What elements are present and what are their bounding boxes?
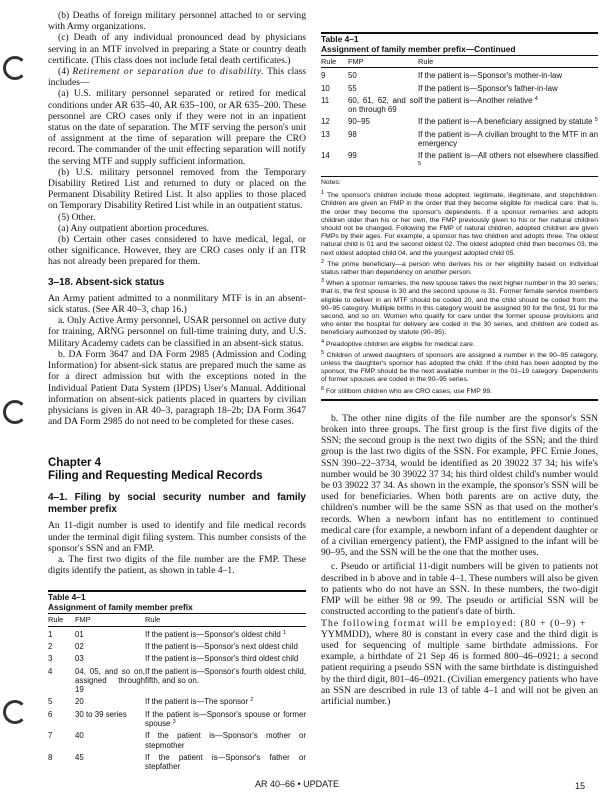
- description-text: If the patient is—Sponsor's father or stepfather: [145, 752, 306, 772]
- column-header: Rule: [321, 57, 337, 66]
- description-text: If the patient is—Sponsor's spouse or former spouse: [145, 709, 306, 728]
- description-cell: [145, 697, 306, 706]
- description-cell: [418, 117, 598, 126]
- chapter-number: Chapter 4: [48, 457, 102, 470]
- description-text: If the patient is—Sponsor's fourth oldest child, fifth, and so on.: [145, 666, 306, 685]
- paragraph: An Army patient admitted to a nonmilitary MTF is in an absent-sick status. (See AR 40–3, chap 16.): [48, 292, 306, 316]
- paragraph: (c) Death of any individual pronounced dead by physicians serving in an MTF involved in preparing a State or country death certificate. (This class does not include fetal death certificates.): [48, 32, 306, 66]
- fmp-cell: 04, 05, and so on, assigned through 19: [75, 666, 145, 695]
- footnote-text: Children of unwed daughters of sponsors are assigned a number in the 90–95 category, unless the daughter's sponsor has adopted the child. If the child has been adopted by the sponsor, the FMP should be the next available number in the 01–19 category. Dependents of former spouses are coded in the 90–95 series.: [321, 351, 598, 384]
- footnote: [321, 258, 599, 277]
- rule-cell: 4: [48, 666, 53, 676]
- column-header: FMP: [75, 615, 91, 625]
- rule-cell: 10: [321, 83, 330, 93]
- fmp-cell: 01: [75, 629, 84, 639]
- fmp-cell: 55: [348, 83, 357, 93]
- fmp-cell: 45: [75, 752, 84, 762]
- paragraph: (a) Any outpatient abortion procedures.: [58, 222, 210, 234]
- column-header: Rule: [145, 615, 161, 625]
- footnote-ref: 5: [418, 160, 422, 167]
- description-cell: [145, 667, 306, 695]
- table-row: [48, 654, 306, 663]
- table-row: [48, 642, 306, 651]
- fmp-cell: 90–95: [348, 117, 370, 127]
- rule-cell: 3: [48, 654, 53, 664]
- rule-cell: 5: [48, 697, 53, 707]
- table-body: [321, 71, 598, 170]
- table-row: [48, 630, 306, 639]
- paragraph: (b) Certain other cases considered to have medical, legal, or other significance. However, they are CRO cases only if an ITR has not already been prepared for them.: [48, 234, 306, 268]
- paragraph: a. Only Active Army personnel, USAR personnel on active duty for training, ARNG personnel on full-time training duty, and U.S. Military Academy cadets can be classified in an absent-sick status.: [48, 315, 306, 349]
- column-header: Rule: [48, 615, 64, 625]
- paragraph: [48, 66, 306, 88]
- table-row: [321, 117, 598, 126]
- footnote-number: 2: [321, 258, 325, 265]
- footnote-ref: 2: [250, 697, 254, 704]
- section-heading: 3–18. Absent-sick status: [48, 276, 165, 288]
- fmp-cell: 99: [348, 151, 357, 161]
- rule-cell: 6: [48, 709, 53, 719]
- notes-label: Notes:: [321, 178, 341, 186]
- paragraph: (b) U.S. military personnel removed from the Temporary Disability Retired List and returned to duty or placed on the Permanent Disability Retired List. It also applies to those placed on Temporary Disability Retired List while in an outpatient status.: [48, 166, 306, 212]
- description-text: If the patient is—Sponsor's oldest child: [145, 629, 281, 639]
- table-header: [321, 55, 598, 68]
- fmp-cell: 40: [75, 731, 84, 741]
- description-text: If the patient is—Sponsor's father-in-law: [418, 83, 558, 93]
- paragraph: (a) U.S. military personnel separated or retired for medical conditions under AR 635–40, AR 635–100, or AR 635–200. These personnel are CRO cases only if they were not in an inpatient status on the date of separation. The MTF serving the person's unit of assignment at the time of separation will prepare the CRO record. The commander of the unit effecting separation will notify the serving MTF and supply sufficient information.: [48, 88, 306, 167]
- description-text: If the patient is—The sponsor: [145, 697, 249, 707]
- document-id: AR 40–66 • UPDATE: [255, 779, 340, 790]
- fmp-cell: 60, 61, 62, and so on through 69: [348, 95, 418, 115]
- para-heading: Retirement or separation due to disability.: [72, 66, 265, 78]
- footnote-number: 1: [321, 190, 325, 197]
- footnote-text: Preadoptive children are eligible for medical care.: [325, 340, 475, 348]
- para-text: This class includes—: [48, 66, 306, 89]
- description-text: If the patient is—Sponsor's next oldest child: [145, 641, 298, 651]
- description-cell: [418, 71, 598, 80]
- description-cell: [418, 96, 598, 115]
- fmp-table: [48, 590, 306, 771]
- description-text: If the patient is—Sponsor's third oldest child: [145, 654, 299, 664]
- fmp-cell: 30 to 39 series: [75, 709, 127, 719]
- table-body: [48, 630, 306, 772]
- left-column: [48, 10, 306, 771]
- para-number: (4): [58, 66, 70, 78]
- description-cell: [418, 84, 598, 93]
- paragraph: (5) Other.: [58, 211, 96, 223]
- paragraph: c. Pseudo or artificial 11-digit numbers will be given to patients not described in b above and in table 4–1. These numbers will also be given to patients who do not have an SSN. In these numbers, the two-digit FMP will be either 98 or 99. The pseudo or artificial SSN will be constructed according to the patient's date of birth.: [321, 561, 598, 618]
- fmp-table-continued: [321, 32, 598, 401]
- paragraph: a. The first two digits of the file number are the FMP. These digits identify the patient, as shown in table 4–1.: [48, 553, 306, 577]
- table-row: [321, 130, 598, 149]
- paragraph: An 11-digit number is used to identify and file medical records under the terminal digit filing system. This number consists of the sponsor's SSN and an FMP.: [48, 520, 306, 554]
- page-number: 15: [575, 781, 586, 792]
- fmp-cell: 98: [348, 129, 357, 139]
- rule-cell: 9: [321, 71, 326, 81]
- rule-cell: 2: [48, 641, 53, 651]
- page-footer: [0, 779, 611, 809]
- footnote: [321, 349, 598, 385]
- description-text: If the patient is—Sponsor's mother-in-law: [418, 71, 563, 81]
- paragraph: b. The other nine digits of the file number are the sponsor's SSN broken into three groups. The first group is the first five digits of the SSN; the second group is the next two digits of the SSN; and the third group is the last two digits of the SSN. For example, PFC Ernie Jones, SSN 390–22–3734, would be identified as 20 39022 37 34; his wife's number would be 30 39022 37 34; his third oldest child's number would be 03 39022 37 34. As shown in the example, the sponsor's SSN will be used for beneficiaries. When both parents are on active duty, the children's number will be the same SSN as that used on the mother's records. When a newborn infant has no entitlement to continued medical care (for example, a newborn infant of a dependent daughter or of a civilian emergency patient), the FMP assigned to the infant will be 90–95, and the SSN will be the one that the mother uses.: [321, 412, 598, 559]
- table-title: Assignment of family member prefix—Continued: [321, 44, 516, 54]
- footnote-text: The sponsor's children include those adopted, legitimate, illegitimate, and stepchildren. Children are given an FMP in the order that they become eligible for medical care; that is, the order they become the sponsor's dependents. If a sponsor remarries and adopts children older than his or her own, the FMP previously given to his or her natural children should not be changed. Following the FMP of natural children, adopted children are given FMPs by their ages. For example, a sponsor has two children and adopts three. The oldest natural child is 01 and the second oldest 02. The oldest adopted child then becomes 03, the next oldest adopted child 04, and the youngest adopted child 05.: [321, 192, 598, 257]
- table-row: [48, 753, 306, 772]
- table-notes: [321, 176, 598, 401]
- footnote-number: 3: [321, 278, 325, 285]
- column-header: FMP: [348, 57, 364, 66]
- description-cell: [145, 654, 306, 663]
- right-column: [321, 32, 598, 707]
- footnote: [321, 280, 598, 337]
- footnote: [321, 338, 598, 349]
- section-heading: 4–1. Filing by social security number and family member prefix: [48, 492, 306, 515]
- punch-hole-icon: [3, 700, 27, 724]
- rule-cell: 12: [321, 117, 330, 127]
- paragraph: (b) Deaths of foreign military personnel attached to or serving with Army organizations.: [48, 10, 306, 33]
- description-text: If the patient is—A civilian brought to the MTF in an emergency: [418, 129, 598, 149]
- rule-cell: 8: [48, 752, 53, 762]
- footnote: [321, 385, 598, 396]
- rule-cell: 11: [321, 95, 330, 105]
- fmp-cell: 03: [75, 654, 84, 664]
- punch-hole-icon: [3, 56, 27, 80]
- footnote-number: 6: [321, 385, 325, 392]
- chapter-title: Filing and Requesting Medical Records: [48, 470, 263, 483]
- table-row: [48, 697, 306, 706]
- table-label: Table 4–1: [321, 34, 359, 44]
- table-row: [321, 96, 598, 115]
- rule-cell: 7: [48, 731, 53, 741]
- table-row: [48, 667, 306, 695]
- footnote-text: For stillborn children who are CRO cases, use FMP 99.: [325, 387, 493, 395]
- table-row: [321, 151, 598, 170]
- table-title: Assignment of family member prefix: [48, 602, 193, 613]
- fmp-cell: 20: [75, 697, 84, 707]
- footnote-ref: 1: [282, 629, 286, 636]
- table-row: [321, 71, 598, 80]
- rule-cell: 13: [321, 129, 330, 139]
- table-row: [48, 731, 306, 750]
- description-text: If the patient is—Sponsor's mother or stepmother: [145, 731, 306, 750]
- description-text: If the patient is—Another relative: [418, 95, 533, 105]
- footnote-text: When a sponsor remarries, the new spouse takes the next higher number in the 30 series; that is, the first spouse is 30 and the second spouse is 31. Former female service members eligible to deliver in an MTF should be coded 20, and the child should be coded from the 90–95 category. Multiple births in this category would be assigned 90 for the first, 91 for the second, and so on. Women who qualify for care under the former spouse provisions and who enter the hospital for delivery are coded in the 30 series, and children are coded as beneficiary authorized by statute (90–95).: [321, 280, 598, 337]
- description-text: If the patient is—A beneficiary assigned by statute: [418, 117, 593, 127]
- paragraph: b. DA Form 3647 and DA Form 2985 (Admission and Coding Information) for absent-sick status are prepared much the same as for a direct admission but with the exceptions noted in the Individual Patient Data System (IPDS) User's Manual. Additional information on absent-sick patients placed in quarters by civilian physicians is given in AR 40–3, paragraph 18–2b; DA Form 3647 and DA Form 2985 do not need to be completed for these cases.: [48, 348, 306, 428]
- description-cell: [145, 642, 306, 651]
- description-cell: [418, 151, 598, 170]
- footnote-list: [321, 192, 598, 396]
- footnote-number: 5: [321, 349, 325, 356]
- description-cell: [145, 731, 306, 750]
- paragraph: YYMMDD), where 80 is constant in every case and the third digit is used for sequencing of multiple same birthdate admissions. For example, a birthdate of 21 Sep 46 is formed 800–46–0921; a second patient requiring a pseudo SSN with the same birthdate is distinguished by the third digit, 801–46–0921. (Civilian emergency patients who have an SSN are described in rule 13 of table 4–1 and will not be given an artificial number.): [321, 628, 598, 707]
- description-cell: [145, 630, 306, 639]
- fmp-cell: 50: [348, 71, 357, 81]
- table-row: [48, 710, 306, 729]
- description-cell: [145, 710, 306, 729]
- description-text: If the patient is—All others not elsewhere classified: [418, 151, 598, 161]
- description-cell: [145, 753, 306, 772]
- footnote-ref: 4: [534, 95, 538, 102]
- footnote-ref: 3: [172, 719, 176, 725]
- table-label: Table 4–1: [48, 592, 86, 603]
- paragraph: The following format will be employed: (80 + (0–9) +: [321, 617, 587, 629]
- footnote: [321, 192, 598, 258]
- footnote-text: The prime beneficiary—a person who derives his or her eligibility based on individual status rather than dependency on another person.: [321, 260, 599, 276]
- footnote-ref: 5: [594, 117, 598, 124]
- description-cell: [418, 130, 598, 149]
- punch-hole-icon: [3, 400, 27, 424]
- column-header: Rule: [418, 57, 434, 66]
- fmp-cell: 02: [75, 641, 84, 651]
- rule-cell: 1: [48, 629, 53, 639]
- table-row: [321, 84, 598, 93]
- table-header: [48, 613, 306, 626]
- rule-cell: 14: [321, 151, 330, 161]
- footnote-number: 4: [321, 338, 325, 345]
